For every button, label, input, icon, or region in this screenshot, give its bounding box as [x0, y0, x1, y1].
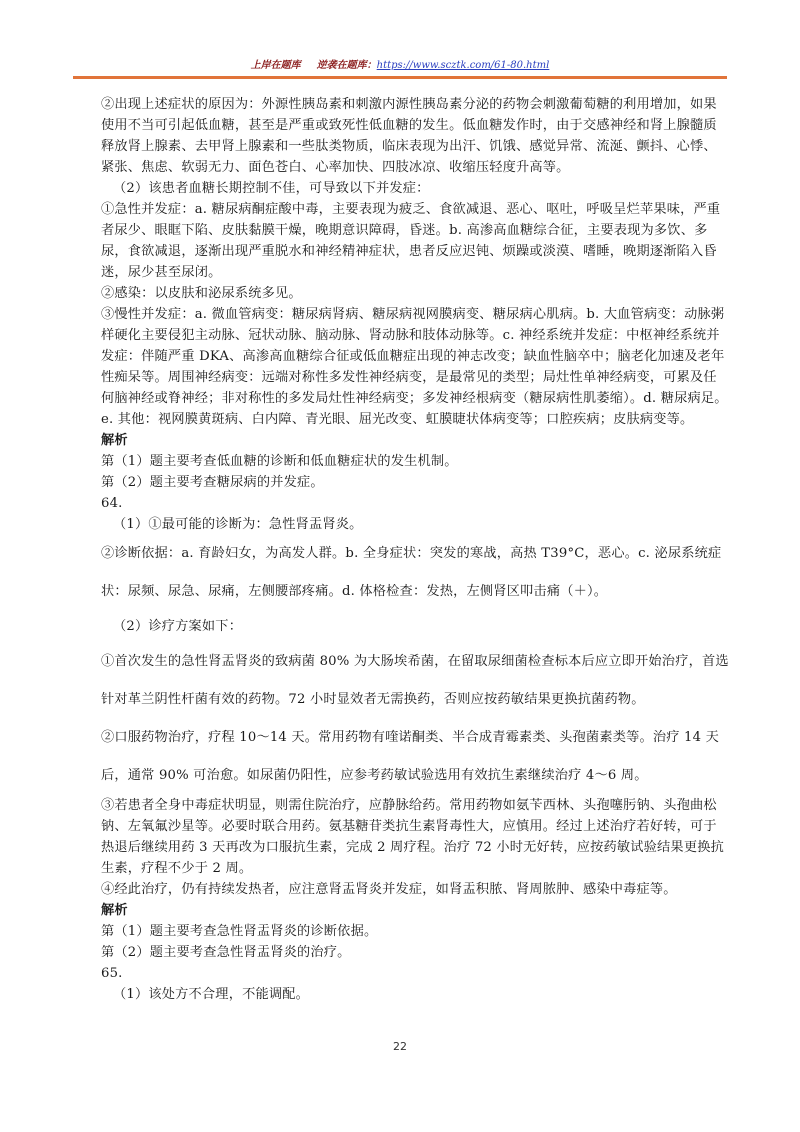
- q64-treatment-3: ③若患者全身中毒症状明显，则需住院治疗，应静脉给药。常用药物如氨苄西林、头孢噻肟钠、头孢曲松钠、左氧氟沙星等。必要时联合用药。氨基糖苷类抗生素肾毒性大，应慎用。经过上述治疗若好转，可于热退后继续用药 3 天再改为口服抗生素，完成 2 周疗程。治疗 72 小时无好转，应按药敏试验结果更换抗生素，疗程不少于 2 周。: [101, 798, 724, 876]
- paragraph-chronic-complications: ③慢性并发症：a. 微血管病变：糖尿病肾病、糖尿病视网膜病变、糖尿病心肌病。b. 大血管病变：动脉粥样硬化主要侵犯主动脉、冠状动脉、脑动脉、肾动脉和肢体动脉等。c. 神经系统并发症：中枢神经系统并发症：伴随严重 DKA、高渗高血糖综合征或低血糖症出现的神志改变；缺血性脑卒中；脑老化加速及老年性痴呆等。周围神经病变：远端对称性多发性神经病变，是最常见的类型；局灶性单神经病变，可累及任何脑神经或脊神经；非对称性的多发局灶性神经病变；多发神经根病变（糖尿病性肌萎缩）。d. 糖尿病足。e. 其他：视网膜黄斑病、白内障、青光眼、屈光改变、虹膜睫状体病变等；口腔疾病；皮肤病变等。: [101, 307, 728, 427]
- analysis-1a: 第（1）题主要考查低血糖的诊断和低血糖症状的发生机制。: [101, 454, 458, 469]
- analysis-2b: 第（2）题主要考查急性肾盂肾炎的治疗。: [101, 945, 351, 960]
- header-url-link[interactable]: https://www.scztk.com/61-80.html: [376, 60, 550, 71]
- page-header: [0, 56, 800, 72]
- header-left-text: 上岸在题库: [250, 60, 301, 71]
- question-number-64: 64.: [101, 496, 123, 511]
- q64-diagnosis: （1）①最可能的诊断为：急性肾盂肾炎。: [113, 517, 363, 532]
- q64-treatment-intro: （2）诊疗方案如下：: [113, 619, 243, 634]
- header-middle-text: 逆袭在题库：: [316, 60, 377, 71]
- header-divider: [73, 76, 727, 79]
- question-number-65: 65.: [101, 966, 123, 981]
- q64-diagnosis-basis: ②诊断依据：a. 育龄妇女，为高发人群。b. 全身症状：突发的寒战，高热 T39°C，恶心。c. 泌尿系统症状：尿频、尿急、尿痛，左侧腰部疼痛。d. 体格检查：发热，左侧肾区叩击痛（＋）。: [101, 546, 722, 599]
- page-number: 22: [393, 1040, 407, 1053]
- document-body: [101, 94, 729, 1005]
- q64-treatment-4: ④经此治疗，仍有持续发热者，应注意肾盂肾炎并发症，如肾盂积脓、肾周脓肿、感染中毒症等。: [101, 882, 677, 897]
- analysis-2a: 第（1）题主要考查急性肾盂肾炎的诊断依据。: [101, 924, 378, 939]
- analysis-heading-1: 解析: [101, 433, 128, 448]
- q64-treatment-2: ②口服药物治疗，疗程 10～14 天。常用药物有喹诺酮类、半合成青霉素类、头孢菌素类等。治疗 14 天后，通常 90% 可治愈。如尿菌仍阳性，应参考药敏试验选用有效抗生素继续治疗 4～6 周。: [101, 730, 719, 783]
- q65-answer-1: （1）该处方不合理，不能调配。: [113, 987, 310, 1002]
- paragraph-hypoglycemia-cause: ②出现上述症状的原因为：外源性胰岛素和刺激内源性胰岛素分泌的药物会刺激葡萄糖的利用增加，如果使用不当可引起低血糖，甚至是严重或致死性低血糖的发生。低血糖发作时，由于交感神经和肾上腺髓质释放肾上腺素、去甲肾上腺素和一些肽类物质，临床表现为出汗、饥饿、感觉异常、流涎、颤抖、心悸、紧张、焦虑、软弱无力、面色苍白、心率加快、四肢冰凉、收缩压轻度升高等。: [101, 97, 717, 175]
- analysis-heading-2: 解析: [101, 903, 128, 918]
- paragraph-acute-complications: ①急性并发症：a. 糖尿病酮症酸中毒，主要表现为疲乏、食欲减退、恶心、呕吐，呼吸呈烂苹果味，严重者尿少、眼眶下陷、皮肤黏膜干燥，晚期意识障碍，昏迷。b. 高渗高血糖综合征，主要表现为多饮、多尿，食欲减退，逐渐出现严重脱水和神经精神症状，患者反应迟钝、烦躁或淡漠、嗜睡，晚期逐渐陷入昏迷，尿少甚至尿闭。: [101, 202, 721, 280]
- paragraph-infection: ②感染：以皮肤和泌尿系统多见。: [101, 286, 302, 301]
- analysis-1b: 第（2）题主要考查糖尿病的并发症。: [101, 475, 324, 490]
- q64-treatment-1: ①首次发生的急性肾盂肾炎的致病菌 80% 为大肠埃希菌，在留取尿细菌检查标本后应立即开始治疗，首选针对革兰阴性杆菌有效的药物。72 小时显效者无需换药，否则应按药敏结果更换抗菌药物。: [101, 654, 729, 707]
- paragraph-complications-intro: （2）该患者血糖长期控制不佳，可导致以下并发症：: [113, 181, 430, 196]
